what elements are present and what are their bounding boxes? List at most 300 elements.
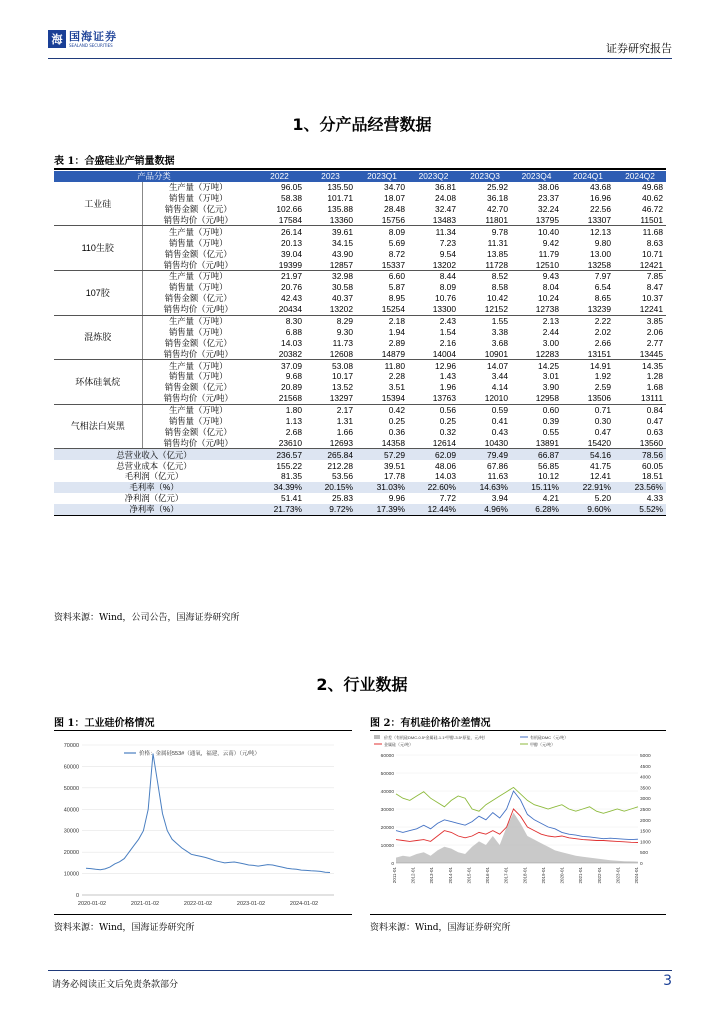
table-cell: 8.30 <box>285 316 302 327</box>
table-cell: 5.20 <box>594 493 611 504</box>
x-tick-label: 2024-01-02 <box>289 901 319 907</box>
table-cell: 13202 <box>305 304 356 315</box>
product-group-label: 工业硅 <box>54 182 142 226</box>
table-cell: 12010 <box>459 393 511 404</box>
table-row <box>54 315 666 326</box>
table-cell: 2.02 <box>594 326 611 337</box>
x-tick-label: 2021-01-02 <box>130 901 160 907</box>
table-cell: 2.66 <box>594 337 611 348</box>
y-right-tick-label: 0 <box>640 862 643 867</box>
table-cell: 10901 <box>459 348 511 359</box>
column-header: 产品分类 <box>54 171 254 182</box>
y-tick-label: 0 <box>75 893 79 899</box>
table-cell: 11.34 <box>435 226 456 237</box>
page-number: 3 <box>663 973 672 989</box>
table-cell: 0.59 <box>491 405 508 416</box>
table-row <box>54 371 666 382</box>
table-cell: 15.11% <box>511 482 562 493</box>
legend-label: 甲醇（元/吨） <box>530 742 556 747</box>
table-cell: 11.63 <box>487 471 508 482</box>
table-cell: 12614 <box>408 437 459 448</box>
table-cell: 19399 <box>254 259 305 270</box>
table-cell: 12510 <box>511 259 562 270</box>
legend-swatch <box>374 735 380 739</box>
table-cell: 23.37 <box>538 193 559 204</box>
table-cell: 11501 <box>614 215 666 226</box>
table-cell: 9.68 <box>285 371 302 382</box>
table-cell: 36.18 <box>487 193 508 204</box>
table-cell: 102.66 <box>276 204 302 215</box>
table-cell: 43.68 <box>590 182 611 193</box>
table-row <box>54 204 666 215</box>
figure1-svg <box>54 733 352 911</box>
table-cell: 9.78 <box>491 226 508 237</box>
table-cell: 46.72 <box>642 204 663 215</box>
y-right-tick-label: 1500 <box>640 829 651 835</box>
table-cell: 37.09 <box>281 360 302 371</box>
table-cell: 2.44 <box>542 326 559 337</box>
metric-label: 销售均价（元/吨） <box>142 304 254 315</box>
table-row <box>54 360 666 371</box>
table-cell: 17.39% <box>356 504 408 515</box>
figure2-bottom-rule <box>370 914 666 915</box>
x-tick-label: 2014-01 <box>447 867 453 884</box>
table-row <box>54 193 666 204</box>
y-tick-label: 10000 <box>63 871 79 878</box>
metric-label: 销售均价（元/吨） <box>142 259 254 270</box>
metric-label: 生产量（万吨） <box>168 360 228 371</box>
legend-label: 有机硅DMC（元/吨） <box>530 735 569 740</box>
table-cell: 8.52 <box>491 271 508 282</box>
table-cell: 3.01 <box>542 371 559 382</box>
table-cell: 13891 <box>511 437 562 448</box>
x-tick-label: 2012-01 <box>410 867 416 884</box>
table-cell: 11.73 <box>332 337 353 348</box>
table-row <box>54 271 666 282</box>
y-tick-label: 20000 <box>63 850 79 857</box>
table-cell: 2.89 <box>388 337 405 348</box>
table-cell: 21.73% <box>254 504 305 515</box>
table-cell: 12.13 <box>590 226 611 237</box>
table-cell: 53.56 <box>332 471 353 482</box>
table-cell: 20382 <box>254 348 305 359</box>
table-cell: 28.48 <box>384 204 405 215</box>
report-type: 证券研究报告 <box>606 42 672 55</box>
metric-label: 销售均价（元/吨） <box>142 393 254 404</box>
table-cell: 10.42 <box>487 293 508 304</box>
table-cell: 62.09 <box>408 449 459 460</box>
table-cell: 0.36 <box>388 426 405 437</box>
y-left-tick-label: 50000 <box>380 772 394 777</box>
table-cell: 101.71 <box>327 193 353 204</box>
table-cell: 56.85 <box>538 460 559 471</box>
summary-row <box>54 460 666 471</box>
y-left-tick-label: 10000 <box>380 844 394 849</box>
table-cell: 4.21 <box>542 493 559 504</box>
metric-label: 销售量（万吨） <box>168 282 228 293</box>
table-cell: 54.16 <box>562 449 614 460</box>
table-cell: 0.25 <box>439 416 456 427</box>
table-cell: 12958 <box>511 393 562 404</box>
y-tick-label: 30000 <box>63 828 79 835</box>
figure1-source: 资料来源：Wind，国海证券研究所 <box>54 923 195 933</box>
table-cell: 40.37 <box>332 293 353 304</box>
y-tick-label: 40000 <box>63 807 79 814</box>
table-cell: 14.63% <box>459 482 511 493</box>
metric-label: 销售量（万吨） <box>168 237 228 248</box>
table-cell: 9.43 <box>542 271 559 282</box>
table-cell: 14.25 <box>538 360 559 371</box>
table-cell: 13763 <box>408 393 459 404</box>
table-cell: 9.54 <box>439 248 456 259</box>
summary-label: 净利润（亿元） <box>124 493 184 504</box>
y-right-tick-label: 4500 <box>640 764 651 770</box>
table-cell: 32.98 <box>332 271 353 282</box>
table-cell: 1.55 <box>491 316 508 327</box>
table-cell: 13506 <box>562 393 614 404</box>
legend-label: 金属硅（元/吨） <box>384 742 414 747</box>
table-cell: 13297 <box>305 393 356 404</box>
column-header: 2023Q4 <box>511 171 562 182</box>
series-line-silicon-price <box>86 754 330 873</box>
summary-row <box>54 449 666 460</box>
figure1-bottom-rule <box>54 914 352 915</box>
table-cell: 5.69 <box>388 237 405 248</box>
table-cell: 4.96% <box>459 504 511 515</box>
summary-label: 毛利率（%） <box>54 482 254 493</box>
table-cell: 13239 <box>562 304 614 315</box>
table-cell: 13.52 <box>332 382 353 393</box>
table-cell: 0.30 <box>594 416 611 427</box>
section2-title: 2、行业数据 <box>316 675 408 694</box>
area-price-spread <box>396 813 638 863</box>
table-cell: 36.81 <box>435 182 456 193</box>
x-tick-label: 2020-01 <box>559 867 565 884</box>
metric-label: 生产量（万吨） <box>168 271 228 282</box>
table-cell: 23610 <box>254 437 305 448</box>
table-cell: 10.24 <box>538 293 559 304</box>
y-right-tick-label: 1000 <box>640 840 651 846</box>
table-cell: 13445 <box>614 348 666 359</box>
table-cell: 4.14 <box>491 382 508 393</box>
table-cell: 6.28% <box>511 504 562 515</box>
figure2-source: 资料来源：Wind，国海证券研究所 <box>370 923 511 933</box>
metric-label: 销售金额（亿元） <box>164 337 232 348</box>
x-tick-label: 2017-01 <box>503 867 509 884</box>
figure1-top-rule <box>54 730 352 731</box>
table-cell: 10.12 <box>538 471 559 482</box>
table-cell: 12.44% <box>408 504 459 515</box>
table-cell: 10430 <box>459 437 511 448</box>
metric-label: 销售量（万吨） <box>168 326 228 337</box>
page-header <box>48 28 672 59</box>
product-group-label: 110生胶 <box>54 226 142 271</box>
table-cell: 11.79 <box>538 248 559 259</box>
table-cell: 17584 <box>254 215 305 226</box>
table-row <box>54 416 666 427</box>
table-cell: 13300 <box>408 304 459 315</box>
y-left-tick-label: 0 <box>391 862 394 867</box>
legend-label: 价差（有机硅DMC-0.5*金属硅-1.1*甲醇-3.5*原盐，元/吨） <box>384 735 488 740</box>
table-cell: 1.54 <box>439 326 456 337</box>
metric-label: 销售量（万吨） <box>168 193 228 204</box>
y-tick-label: 70000 <box>63 743 79 749</box>
table-cell: 0.42 <box>388 405 405 416</box>
table-cell: 11.31 <box>487 237 508 248</box>
summary-label: 毛利润（亿元） <box>124 471 184 482</box>
table-row <box>54 215 666 226</box>
table-cell: 3.68 <box>491 337 508 348</box>
table-cell: 2.77 <box>646 337 663 348</box>
y-right-tick-label: 2000 <box>640 818 651 824</box>
table-cell: 48.06 <box>435 460 456 471</box>
company-logo <box>48 30 117 48</box>
x-tick-label: 2015-01 <box>466 867 472 884</box>
table-cell: 1.28 <box>646 371 663 382</box>
table-cell: 31.03% <box>356 482 408 493</box>
table-cell: 8.09 <box>439 282 456 293</box>
table-cell: 3.44 <box>491 371 508 382</box>
table-row <box>54 382 666 393</box>
table-cell: 9.72% <box>305 504 356 515</box>
page-footer <box>48 970 672 990</box>
table-cell: 39.61 <box>332 226 353 237</box>
table-cell: 38.06 <box>538 182 559 193</box>
table-cell: 13.85 <box>487 248 508 259</box>
table-cell: 15394 <box>356 393 408 404</box>
table-cell: 8.58 <box>491 282 508 293</box>
table-row <box>54 404 666 415</box>
column-header: 2023Q1 <box>356 171 408 182</box>
table-cell: 1.92 <box>594 371 611 382</box>
table-cell: 15254 <box>356 304 408 315</box>
table-cell: 15756 <box>356 215 408 226</box>
table-cell: 3.85 <box>646 316 663 327</box>
table-cell: 14879 <box>356 348 408 359</box>
column-header: 2023Q3 <box>459 171 511 182</box>
table-cell: 60.05 <box>642 460 663 471</box>
table-cell: 15337 <box>356 259 408 270</box>
table-cell: 12152 <box>459 304 511 315</box>
column-header: 2023Q2 <box>408 171 459 182</box>
table-cell: 13483 <box>408 215 459 226</box>
table-cell: 13151 <box>562 348 614 359</box>
table-cell: 265.84 <box>305 449 356 460</box>
table-cell: 8.63 <box>646 237 663 248</box>
table-cell: 10.71 <box>642 248 663 259</box>
table-cell: 10.40 <box>538 226 559 237</box>
table-cell: 22.56 <box>590 204 611 215</box>
x-tick-label: 2022-01-02 <box>183 901 213 907</box>
table-cell: 13795 <box>511 215 562 226</box>
table1-caption: 表 1：合盛硅业产销量数据 <box>54 156 175 167</box>
figure2-caption: 图 2：有机硅价格价差情况 <box>370 718 491 729</box>
column-header: 2022 <box>254 171 305 182</box>
table-cell: 12738 <box>511 304 562 315</box>
table-cell: 78.56 <box>614 449 666 460</box>
table-cell: 2.13 <box>542 316 559 327</box>
figure1-chart <box>54 733 352 911</box>
table-cell: 41.75 <box>590 460 611 471</box>
y-left-tick-label: 20000 <box>380 826 394 831</box>
y-right-tick-label: 4000 <box>640 775 651 781</box>
table-cell: 9.60% <box>562 504 614 515</box>
table-row <box>54 282 666 293</box>
table-cell: 13258 <box>562 259 614 270</box>
y-right-tick-label: 2500 <box>640 808 651 813</box>
product-group-label: 环体硅氧烷 <box>54 360 142 405</box>
table-cell: 66.87 <box>511 449 562 460</box>
table1-top-rule <box>54 168 666 170</box>
table-row <box>54 426 666 437</box>
table-cell: 135.50 <box>327 182 353 193</box>
table-cell: 1.94 <box>388 326 405 337</box>
table-cell: 14.91 <box>590 360 611 371</box>
table-cell: 1.31 <box>336 416 353 427</box>
table-cell: 79.49 <box>459 449 511 460</box>
table-cell: 20.89 <box>281 382 302 393</box>
x-tick-label: 2024-01 <box>634 867 639 884</box>
table-cell: 8.95 <box>388 293 405 304</box>
x-tick-label: 2011-01 <box>392 867 397 884</box>
table-cell: 21.97 <box>281 271 302 282</box>
table-cell: 34.15 <box>332 237 353 248</box>
product-group-label: 气相法白炭黑 <box>54 404 142 449</box>
table-cell: 67.86 <box>487 460 508 471</box>
footer-disclaimer: 请务必阅读正文后免责条款部分 <box>52 980 179 990</box>
metric-label: 销售均价（元/吨） <box>142 437 254 448</box>
table-row <box>54 326 666 337</box>
figure2-chart <box>370 733 666 911</box>
metric-label: 销售量（万吨） <box>168 371 228 382</box>
table-cell: 9.30 <box>336 326 353 337</box>
summary-label: 净利率（%） <box>54 504 254 515</box>
table-cell: 1.96 <box>439 382 456 393</box>
table-cell: 4.33 <box>646 493 663 504</box>
table-row <box>54 337 666 348</box>
metric-label: 生产量（万吨） <box>168 182 228 193</box>
table-cell: 9.96 <box>388 493 405 504</box>
table-cell: 11801 <box>459 215 511 226</box>
table-cell: 2.22 <box>594 316 611 327</box>
table-cell: 3.00 <box>542 337 559 348</box>
table-cell: 14.07 <box>487 360 508 371</box>
table-cell: 22.91% <box>562 482 614 493</box>
table-cell: 2.43 <box>439 316 456 327</box>
table-cell: 30.58 <box>332 282 353 293</box>
table-cell: 0.56 <box>439 405 456 416</box>
table-row <box>54 304 666 315</box>
table-cell: 11.80 <box>384 360 405 371</box>
figure2-svg <box>370 733 666 911</box>
table-cell: 2.17 <box>336 405 353 416</box>
metric-label: 销售均价（元/吨） <box>142 348 254 359</box>
table-cell: 12.41 <box>590 471 611 482</box>
table-cell: 13111 <box>614 393 666 404</box>
logo-chinese: 国海证券 <box>69 29 117 43</box>
table-cell: 12.96 <box>435 360 456 371</box>
product-group-label: 107胶 <box>54 271 142 316</box>
x-tick-label: 2023-01 <box>615 867 621 884</box>
table-cell: 0.32 <box>439 426 456 437</box>
table-cell: 11.68 <box>642 226 663 237</box>
table-cell: 42.70 <box>487 204 508 215</box>
metric-label: 销售金额（亿元） <box>164 382 232 393</box>
table-cell: 12608 <box>305 348 356 359</box>
x-tick-label: 2023-01-02 <box>236 901 266 907</box>
table-cell: 7.72 <box>439 493 456 504</box>
metric-label: 生产量（万吨） <box>168 405 228 416</box>
table-cell: 39.51 <box>384 460 405 471</box>
column-header: 2023 <box>305 171 356 182</box>
table-cell: 43.90 <box>332 248 353 259</box>
table-cell: 0.47 <box>646 416 663 427</box>
x-tick-label: 2022-01 <box>596 867 602 884</box>
y-right-tick-label: 3500 <box>640 786 651 792</box>
table-cell: 0.55 <box>542 426 559 437</box>
table-cell: 14.03 <box>281 337 302 348</box>
section1-title: 1、分产品经营数据 <box>292 115 432 134</box>
metric-label: 销售金额（亿元） <box>164 248 232 259</box>
table-cell: 9.80 <box>594 237 611 248</box>
summary-label: 总营业收入（亿元） <box>54 449 254 460</box>
table-cell: 8.09 <box>388 226 405 237</box>
table-cell: 57.29 <box>356 449 408 460</box>
table-header-row <box>54 171 666 182</box>
summary-row <box>54 493 666 504</box>
table-row <box>54 348 666 359</box>
table-cell: 2.28 <box>388 371 405 382</box>
x-tick-label: 2013-01 <box>429 867 435 884</box>
table-cell: 34.70 <box>384 182 405 193</box>
table-cell: 81.35 <box>281 471 302 482</box>
table-row <box>54 248 666 259</box>
x-tick-label: 2021-01 <box>578 867 584 884</box>
table-cell: 14358 <box>356 437 408 448</box>
table-cell: 42.43 <box>281 293 302 304</box>
table-cell: 13202 <box>408 259 459 270</box>
table1-source: 资料来源：Wind，公司公告，国海证券研究所 <box>54 613 240 623</box>
x-tick-label: 2016-01 <box>485 867 491 884</box>
production-sales-table <box>54 171 666 516</box>
table-cell: 12857 <box>305 259 356 270</box>
metric-label: 销售金额（亿元） <box>164 204 232 215</box>
table-cell: 7.85 <box>646 271 663 282</box>
table-cell: 8.29 <box>336 316 353 327</box>
table-row <box>54 393 666 404</box>
table-cell: 12421 <box>614 259 666 270</box>
table-cell: 1.68 <box>646 382 663 393</box>
table-cell: 0.60 <box>542 405 559 416</box>
table-cell: 8.72 <box>388 248 405 259</box>
table-cell: 13.00 <box>590 248 611 259</box>
table-cell: 96.05 <box>281 182 302 193</box>
table-cell: 11728 <box>459 259 511 270</box>
table-cell: 10.76 <box>435 293 456 304</box>
table-cell: 0.39 <box>542 416 559 427</box>
table-cell: 0.47 <box>594 426 611 437</box>
table-cell: 0.84 <box>646 405 663 416</box>
table-cell: 32.47 <box>435 204 456 215</box>
table-cell: 5.87 <box>388 282 405 293</box>
table-cell: 0.63 <box>646 426 663 437</box>
table-cell: 12241 <box>614 304 666 315</box>
summary-row <box>54 482 666 493</box>
table-cell: 25.83 <box>332 493 353 504</box>
table-row <box>54 182 666 193</box>
table-cell: 7.23 <box>439 237 456 248</box>
y-tick-label: 60000 <box>63 764 79 771</box>
